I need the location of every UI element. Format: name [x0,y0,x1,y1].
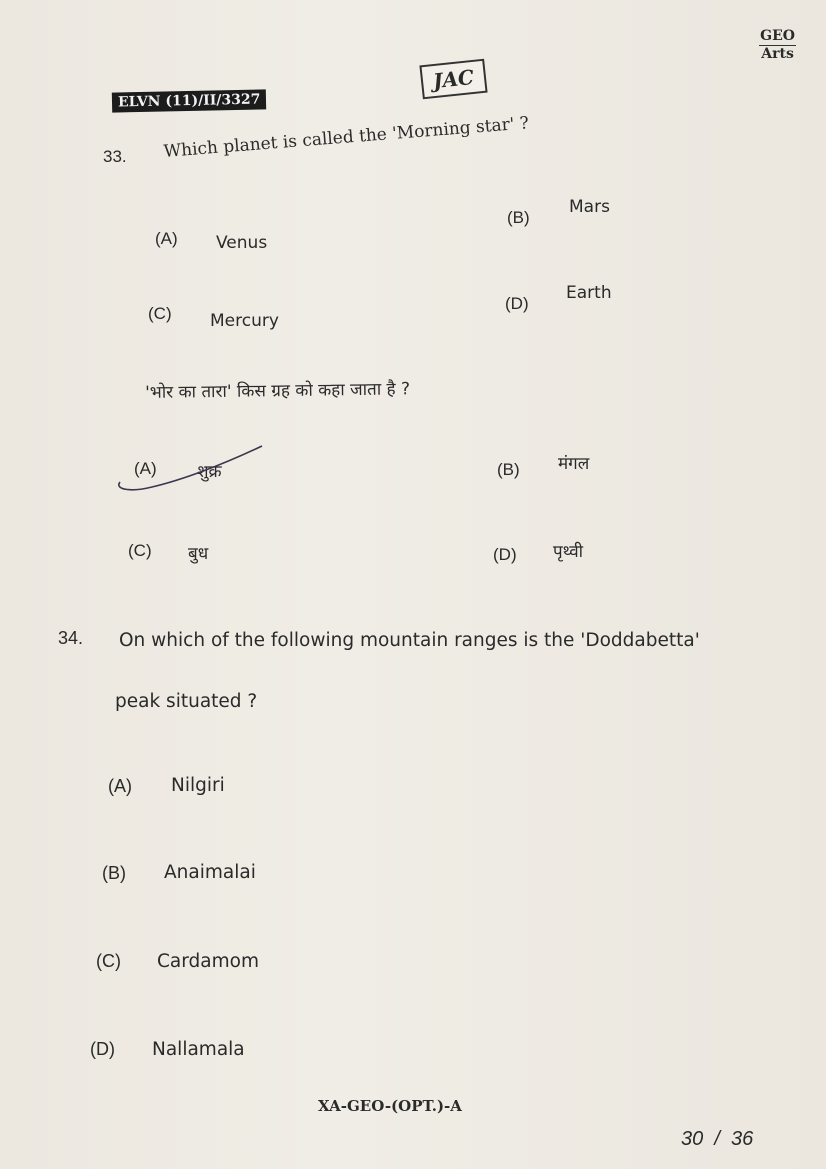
q33-option-b-text: Mars [569,197,610,217]
subject-top: GEO [760,28,795,44]
q33-hindi-option-a-text: शुक्र [197,462,222,482]
q34-option-d-text: Nallamala [152,1039,245,1060]
q33-option-c-text: Mercury [210,311,279,331]
footer-paper-code: XA-GEO-(OPT.)-A [318,1097,462,1115]
board-stamp: JAC [419,59,487,100]
q34-text-line2: peak situated ? [115,691,258,712]
q34-option-b-letter: (B) [102,863,126,883]
q33-text: Which planet is called the 'Morning star' ? [163,113,530,162]
q33-option-a-letter: (A) [155,229,178,248]
q34-option-d-letter: (D) [90,1039,115,1059]
q33-option-b-letter: (B) [507,208,530,227]
subject-label [759,28,796,63]
page-number: 30 / 36 [681,1128,754,1150]
q33-hindi-option-c-text: बुध [188,544,209,564]
q33-hindi-option-b-text: मंगल [558,454,590,474]
q34-option-c-letter: (C) [96,951,121,971]
q34-option-a-letter: (A) [108,776,132,796]
q33-option-d-text: Earth [566,283,612,303]
q33-hindi-option-a-letter: (A) [134,459,157,478]
q33-hindi-option-d-text: पृथ्वी [553,542,584,562]
q33-hindi-option-d-letter: (D) [493,545,517,564]
handwritten-answer-mark [112,440,272,500]
subject-bottom: Arts [761,46,794,62]
q33-hindi-text: 'भोर का तारा' किस ग्रह को कहा जाता है ? [145,379,411,403]
q33-hindi-option-b-letter: (B) [497,460,520,479]
q33-option-a-text: Venus [216,233,268,253]
q34-option-a-text: Nilgiri [171,775,225,796]
q34-number: 34. [58,628,84,648]
q34-option-c-text: Cardamom [157,951,259,972]
q33-option-d-letter: (D) [505,294,529,313]
q33-number: 33. [103,147,127,166]
q33-option-c-letter: (C) [148,304,172,323]
q34-text-line1: On which of the following mountain ranges is the 'Doddabetta' [119,630,700,651]
q34-option-b-text: Anaimalai [164,862,256,883]
q33-hindi-option-c-letter: (C) [128,541,152,560]
paper-code: ELVN (11)/II/3327 [112,89,267,112]
